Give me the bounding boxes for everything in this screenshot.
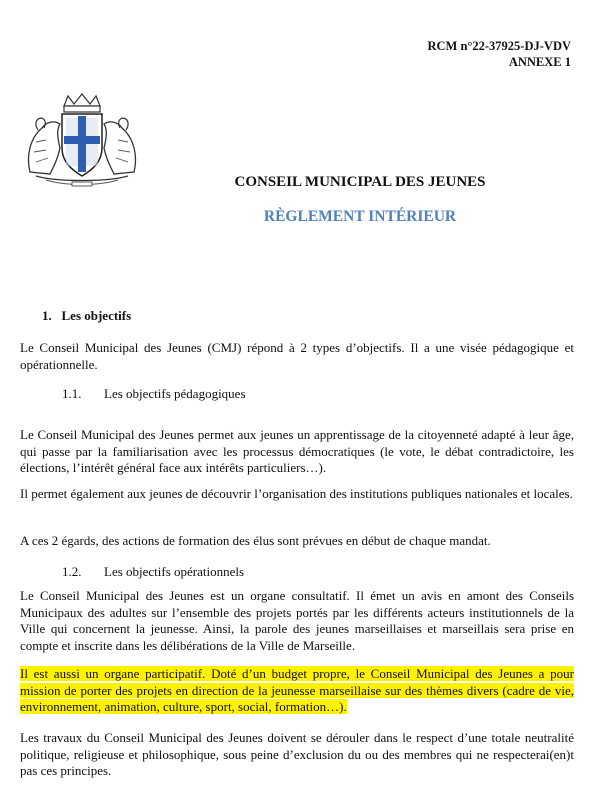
document-reference bbox=[427, 38, 571, 70]
subsection-heading-operationnels bbox=[62, 564, 244, 580]
marseille-coat-of-arms-icon bbox=[16, 92, 148, 192]
subsection-heading-pedagogiques bbox=[62, 386, 246, 402]
coat-of-arms-drawing bbox=[16, 92, 148, 192]
paragraph-pedagogique-2: Il permet également aux jeunes de découvrir l’organisation des institutions publiques nationales et locales. bbox=[20, 486, 573, 501]
paragraph-pedagogique-3: A ces 2 égards, des actions de formation des élus sont prévues en début de chaque mandat. bbox=[20, 533, 491, 548]
reference-number: RCM n°22-37925-DJ-VDV bbox=[427, 39, 571, 53]
subsection-number: 1.2. bbox=[62, 564, 82, 579]
paragraph-operationnel-1: Le Conseil Municipal des Jeunes est un organe consultatif. Il émet un avis en amont des Conseils Municipaux des adultes sur l’ensemble des projets portés par les différents acteurs institutionnels de la Ville qui concernent la jeunesse. Ainsi, la parole des jeunes marseillaises et marseillais sera prise en compte et inscrite dans les délibérations de la Ville de Marseille. bbox=[20, 588, 574, 653]
subsection-label: Les objectifs pédagogiques bbox=[104, 386, 246, 401]
highlighted-text: Il est aussi un organe participatif. Doté d’un budget propre, le Conseil Municipal des Jeunes a pour mission de porter des projets en direction de la jeunesse marseillaise sur des thèmes divers (cadre de vie, environnement, animation, culture, sport, social, formation…). bbox=[20, 666, 574, 715]
section-heading-objectifs: 1. Les objectifs bbox=[42, 308, 132, 323]
document-title: CONSEIL MUNICIPAL DES JEUNES bbox=[234, 174, 486, 190]
section-intro-paragraph: Le Conseil Municipal des Jeunes (CMJ) répond à 2 types d’objectifs. Il a une visée pédagogique et opérationnelle. bbox=[20, 340, 574, 372]
subsection-number: 1.1. bbox=[62, 386, 82, 401]
paragraph-operationnel-2-highlighted bbox=[20, 666, 574, 716]
subsection-label: Les objectifs opérationnels bbox=[104, 564, 245, 579]
paragraph-pedagogique-1: Le Conseil Municipal des Jeunes permet aux jeunes un apprentissage de la citoyenneté adapté à leur âge, qui passe par la familiarisation avec les processus démocratiques (le vote, le débat contradictoire, les élections, l’intérêt général face aux intérêts particuliers…). bbox=[20, 427, 574, 476]
paragraph-operationnel-3: Les travaux du Conseil Municipal des Jeunes doivent se dérouler dans le respect d’une totale neutralité politique, religieuse et philosophique, sous peine d’exclusion du ou des membres qui ne respecterai(en)t pas ces principes. bbox=[20, 730, 574, 779]
document-subtitle: RÈGLEMENT INTÉRIEUR bbox=[263, 208, 457, 225]
annex-label: ANNEXE 1 bbox=[508, 55, 571, 69]
